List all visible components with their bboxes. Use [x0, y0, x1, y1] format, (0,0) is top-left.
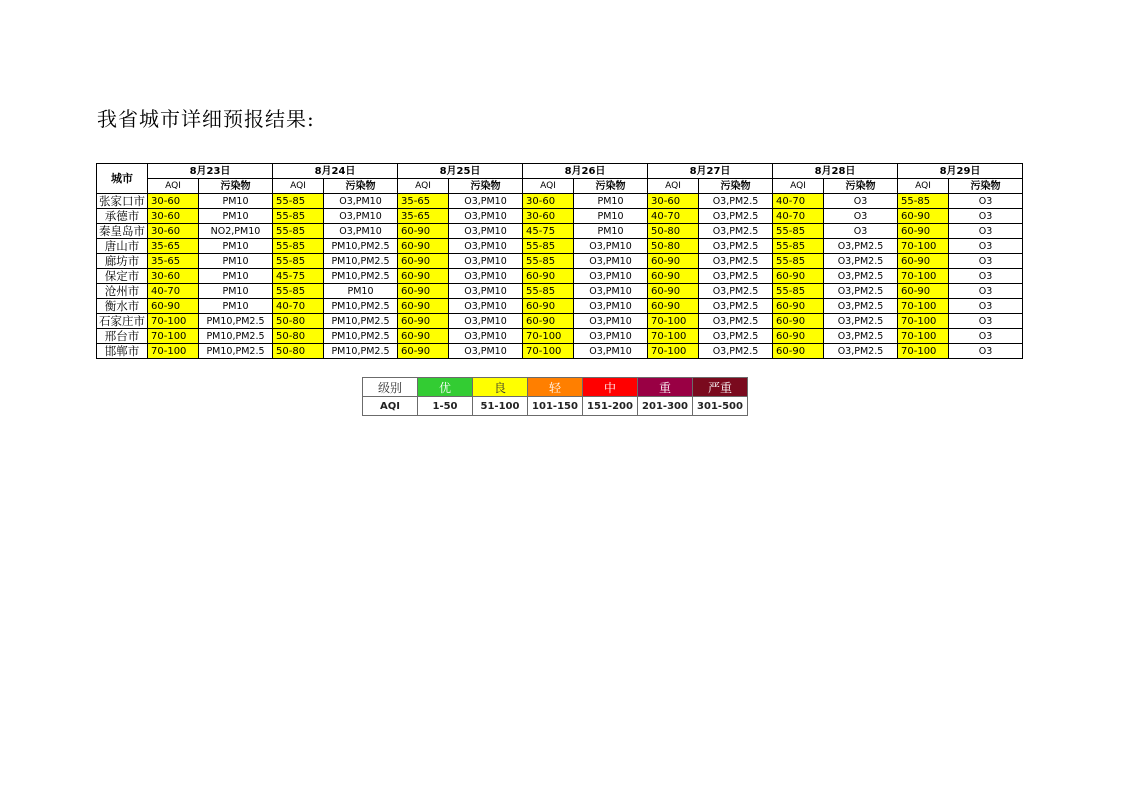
- city-name-cell: 沧州市: [97, 284, 148, 299]
- city-forecast-table: [96, 163, 1023, 359]
- aqi-range-cell: 70-100: [898, 299, 949, 314]
- pollutant-cell: O3: [949, 269, 1023, 284]
- aqi-range-cell: 60-90: [648, 269, 699, 284]
- aqi-column-header: AQI: [773, 179, 824, 194]
- pollutant-cell: PM10,PM2.5: [324, 329, 398, 344]
- pollutant-cell: O3,PM10: [449, 254, 523, 269]
- pollutant-cell: O3: [949, 239, 1023, 254]
- pollutant-cell: O3: [824, 209, 898, 224]
- pollutant-cell: O3,PM10: [449, 209, 523, 224]
- page-title: 我省城市详细预报结果:: [97, 107, 315, 131]
- table-body: [97, 194, 1023, 359]
- legend-level-label: 级别: [363, 378, 418, 397]
- pollutant-cell: O3,PM10: [324, 194, 398, 209]
- aqi-range-cell: 70-100: [648, 329, 699, 344]
- aqi-range-cell: 60-90: [648, 299, 699, 314]
- pollutant-cell: PM10: [199, 299, 273, 314]
- aqi-range-cell: 60-90: [398, 314, 449, 329]
- pollutant-cell: O3,PM10: [574, 299, 648, 314]
- pollutant-cell: O3: [824, 194, 898, 209]
- pollutant-cell: O3,PM10: [449, 269, 523, 284]
- pollutant-cell: O3,PM2.5: [699, 224, 773, 239]
- pollutant-cell: O3: [949, 224, 1023, 239]
- pollutant-cell: PM10,PM2.5: [324, 254, 398, 269]
- aqi-range-cell: 45-75: [523, 224, 574, 239]
- pollutant-cell: PM10: [574, 224, 648, 239]
- pollutant-cell: PM10: [199, 284, 273, 299]
- pollutant-cell: O3,PM2.5: [699, 299, 773, 314]
- city-name-cell: 唐山市: [97, 239, 148, 254]
- aqi-range-cell: 55-85: [773, 284, 824, 299]
- pollutant-cell: O3,PM2.5: [824, 314, 898, 329]
- aqi-range-cell: 60-90: [398, 329, 449, 344]
- aqi-range-cell: 55-85: [273, 224, 324, 239]
- day-header: 8月24日: [273, 164, 398, 179]
- legend-range-row: [363, 397, 748, 416]
- aqi-range-cell: 60-90: [898, 284, 949, 299]
- pollutant-cell: O3,PM10: [574, 344, 648, 359]
- aqi-range-cell: 60-90: [898, 224, 949, 239]
- aqi-range-cell: 70-100: [148, 314, 199, 329]
- pollutant-cell: O3,PM2.5: [699, 329, 773, 344]
- aqi-range-cell: 55-85: [523, 239, 574, 254]
- pollutant-cell: O3,PM2.5: [699, 344, 773, 359]
- aqi-range-cell: 70-100: [898, 269, 949, 284]
- aqi-range-cell: 60-90: [398, 344, 449, 359]
- aqi-column-header: AQI: [273, 179, 324, 194]
- pollutant-cell: O3: [949, 329, 1023, 344]
- pollutant-cell: O3,PM10: [574, 284, 648, 299]
- city-column-header: 城市: [97, 164, 148, 194]
- aqi-range-cell: 30-60: [148, 224, 199, 239]
- aqi-range-cell: 55-85: [273, 284, 324, 299]
- aqi-range-cell: 50-80: [273, 344, 324, 359]
- pollutant-cell: O3,PM10: [574, 254, 648, 269]
- pollutant-cell: O3,PM10: [324, 209, 398, 224]
- aqi-range-cell: 35-65: [398, 209, 449, 224]
- pollutant-cell: O3,PM2.5: [824, 344, 898, 359]
- pollutant-cell: O3,PM2.5: [699, 269, 773, 284]
- pollutant-cell: O3,PM10: [449, 344, 523, 359]
- aqi-range-cell: 30-60: [523, 194, 574, 209]
- pollutant-cell: PM10: [574, 209, 648, 224]
- table-row: [97, 344, 1023, 359]
- pollutant-cell: PM10,PM2.5: [324, 269, 398, 284]
- pollutant-cell: O3,PM2.5: [699, 209, 773, 224]
- aqi-range-cell: 40-70: [648, 209, 699, 224]
- pollutant-cell: O3,PM2.5: [699, 254, 773, 269]
- aqi-range-cell: 60-90: [398, 239, 449, 254]
- aqi-range-cell: 60-90: [398, 299, 449, 314]
- aqi-range-cell: 35-65: [398, 194, 449, 209]
- pollutant-cell: O3,PM10: [574, 239, 648, 254]
- aqi-range-cell: 60-90: [648, 254, 699, 269]
- aqi-range-cell: 70-100: [148, 344, 199, 359]
- legend-level-name: 严重: [693, 378, 748, 397]
- aqi-range-cell: 30-60: [648, 194, 699, 209]
- aqi-range-cell: 55-85: [273, 209, 324, 224]
- aqi-range-cell: 35-65: [148, 254, 199, 269]
- day-header: 8月23日: [148, 164, 273, 179]
- pollutant-cell: O3: [949, 344, 1023, 359]
- pollutant-cell: O3,PM10: [574, 269, 648, 284]
- pollutant-cell: PM10,PM2.5: [324, 314, 398, 329]
- legend-aqi-label: AQI: [363, 397, 418, 416]
- legend-level-name: 轻: [528, 378, 583, 397]
- pollutant-cell: O3,PM2.5: [699, 194, 773, 209]
- pollutant-cell: PM10,PM2.5: [199, 329, 273, 344]
- aqi-range-cell: 70-100: [898, 329, 949, 344]
- aqi-range-cell: 55-85: [273, 194, 324, 209]
- table-row: [97, 314, 1023, 329]
- aqi-range-cell: 55-85: [773, 254, 824, 269]
- pollutant-cell: PM10: [574, 194, 648, 209]
- day-header-row: [97, 164, 1023, 179]
- pollutant-column-header: 污染物: [199, 179, 273, 194]
- day-header: 8月27日: [648, 164, 773, 179]
- pollutant-cell: O3,PM10: [324, 224, 398, 239]
- aqi-range-cell: 70-100: [523, 344, 574, 359]
- pollutant-cell: O3,PM10: [449, 194, 523, 209]
- city-name-cell: 承德市: [97, 209, 148, 224]
- pollutant-cell: O3,PM2.5: [699, 239, 773, 254]
- pollutant-cell: O3,PM10: [449, 329, 523, 344]
- aqi-range-cell: 60-90: [523, 314, 574, 329]
- legend-level-name: 优: [418, 378, 473, 397]
- aqi-range-cell: 60-90: [898, 209, 949, 224]
- aqi-range-cell: 30-60: [148, 194, 199, 209]
- pollutant-cell: NO2,PM10: [199, 224, 273, 239]
- aqi-range-cell: 70-100: [648, 314, 699, 329]
- aqi-range-cell: 50-80: [648, 224, 699, 239]
- day-header: 8月29日: [898, 164, 1023, 179]
- pollutant-cell: O3,PM10: [574, 329, 648, 344]
- legend-level-range: 101-150: [528, 397, 583, 416]
- aqi-range-cell: 70-100: [523, 329, 574, 344]
- aqi-column-header: AQI: [648, 179, 699, 194]
- aqi-range-cell: 70-100: [898, 344, 949, 359]
- table-row: [97, 209, 1023, 224]
- table-row: [97, 194, 1023, 209]
- aqi-range-cell: 50-80: [273, 329, 324, 344]
- pollutant-cell: PM10: [199, 269, 273, 284]
- table-row: [97, 299, 1023, 314]
- legend-level-range: 51-100: [473, 397, 528, 416]
- pollutant-cell: O3,PM2.5: [824, 239, 898, 254]
- city-name-cell: 衡水市: [97, 299, 148, 314]
- pollutant-column-header: 污染物: [699, 179, 773, 194]
- aqi-range-cell: 60-90: [523, 299, 574, 314]
- aqi-range-cell: 30-60: [148, 209, 199, 224]
- legend-level-name: 良: [473, 378, 528, 397]
- aqi-range-cell: 60-90: [773, 314, 824, 329]
- table-row: [97, 239, 1023, 254]
- city-name-cell: 张家口市: [97, 194, 148, 209]
- pollutant-column-header: 污染物: [324, 179, 398, 194]
- aqi-range-cell: 60-90: [523, 269, 574, 284]
- pollutant-cell: PM10,PM2.5: [324, 299, 398, 314]
- aqi-range-cell: 40-70: [773, 209, 824, 224]
- aqi-range-cell: 30-60: [148, 269, 199, 284]
- pollutant-cell: O3,PM10: [449, 239, 523, 254]
- aqi-range-cell: 70-100: [648, 344, 699, 359]
- pollutant-cell: O3: [949, 314, 1023, 329]
- aqi-range-cell: 60-90: [648, 284, 699, 299]
- legend-level-range: 1-50: [418, 397, 473, 416]
- aqi-range-cell: 60-90: [773, 329, 824, 344]
- day-header: 8月26日: [523, 164, 648, 179]
- pollutant-cell: PM10,PM2.5: [324, 239, 398, 254]
- aqi-range-cell: 55-85: [273, 254, 324, 269]
- aqi-column-header: AQI: [898, 179, 949, 194]
- sub-header-row: [97, 179, 1023, 194]
- pollutant-cell: O3,PM2.5: [824, 299, 898, 314]
- pollutant-cell: O3: [949, 284, 1023, 299]
- pollutant-column-header: 污染物: [449, 179, 523, 194]
- pollutant-cell: O3: [949, 299, 1023, 314]
- pollutant-cell: O3: [824, 224, 898, 239]
- pollutant-cell: PM10: [199, 254, 273, 269]
- pollutant-cell: O3,PM10: [449, 299, 523, 314]
- pollutant-cell: O3,PM2.5: [824, 284, 898, 299]
- city-name-cell: 邢台市: [97, 329, 148, 344]
- aqi-range-cell: 40-70: [773, 194, 824, 209]
- aqi-range-cell: 55-85: [898, 194, 949, 209]
- pollutant-cell: PM10: [199, 194, 273, 209]
- table-row: [97, 224, 1023, 239]
- table-row: [97, 284, 1023, 299]
- city-name-cell: 邯郸市: [97, 344, 148, 359]
- aqi-range-cell: 70-100: [898, 314, 949, 329]
- pollutant-column-header: 污染物: [824, 179, 898, 194]
- pollutant-cell: O3: [949, 209, 1023, 224]
- day-header: 8月25日: [398, 164, 523, 179]
- aqi-range-cell: 35-65: [148, 239, 199, 254]
- aqi-range-cell: 60-90: [398, 224, 449, 239]
- aqi-range-cell: 45-75: [273, 269, 324, 284]
- legend-level-range: 301-500: [693, 397, 748, 416]
- pollutant-cell: O3,PM10: [449, 314, 523, 329]
- pollutant-cell: O3,PM10: [449, 284, 523, 299]
- pollutant-cell: O3,PM2.5: [699, 284, 773, 299]
- table-row: [97, 254, 1023, 269]
- city-name-cell: 秦皇岛市: [97, 224, 148, 239]
- aqi-column-header: AQI: [148, 179, 199, 194]
- aqi-range-cell: 60-90: [148, 299, 199, 314]
- aqi-column-header: AQI: [523, 179, 574, 194]
- aqi-range-cell: 50-80: [273, 314, 324, 329]
- table-header: [97, 164, 1023, 194]
- pollutant-cell: O3,PM10: [574, 314, 648, 329]
- aqi-range-cell: 50-80: [648, 239, 699, 254]
- aqi-column-header: AQI: [398, 179, 449, 194]
- city-name-cell: 石家庄市: [97, 314, 148, 329]
- legend-level-row: [363, 378, 748, 397]
- aqi-range-cell: 55-85: [773, 239, 824, 254]
- pollutant-cell: PM10: [199, 209, 273, 224]
- pollutant-cell: PM10,PM2.5: [324, 344, 398, 359]
- legend-level-range: 201-300: [638, 397, 693, 416]
- pollutant-cell: PM10: [324, 284, 398, 299]
- pollutant-cell: PM10: [199, 239, 273, 254]
- aqi-range-cell: 60-90: [398, 254, 449, 269]
- aqi-range-cell: 55-85: [273, 239, 324, 254]
- legend-level-name: 重: [638, 378, 693, 397]
- pollutant-column-header: 污染物: [574, 179, 648, 194]
- pollutant-cell: PM10,PM2.5: [199, 314, 273, 329]
- city-name-cell: 廊坊市: [97, 254, 148, 269]
- aqi-range-cell: 55-85: [523, 254, 574, 269]
- aqi-range-cell: 40-70: [148, 284, 199, 299]
- table-row: [97, 269, 1023, 284]
- aqi-range-cell: 60-90: [773, 344, 824, 359]
- aqi-range-cell: 40-70: [273, 299, 324, 314]
- aqi-range-cell: 70-100: [898, 239, 949, 254]
- pollutant-cell: O3: [949, 254, 1023, 269]
- aqi-range-cell: 60-90: [398, 284, 449, 299]
- aqi-range-cell: 60-90: [773, 269, 824, 284]
- table-row: [97, 329, 1023, 344]
- city-name-cell: 保定市: [97, 269, 148, 284]
- pollutant-cell: O3,PM2.5: [824, 329, 898, 344]
- day-header: 8月28日: [773, 164, 898, 179]
- aqi-range-cell: 60-90: [773, 299, 824, 314]
- pollutant-cell: O3,PM10: [449, 224, 523, 239]
- pollutant-cell: O3,PM2.5: [699, 314, 773, 329]
- aqi-legend-table: [362, 377, 748, 416]
- pollutant-column-header: 污染物: [949, 179, 1023, 194]
- aqi-range-cell: 55-85: [523, 284, 574, 299]
- aqi-range-cell: 30-60: [523, 209, 574, 224]
- pollutant-cell: O3,PM2.5: [824, 269, 898, 284]
- pollutant-cell: PM10,PM2.5: [199, 344, 273, 359]
- legend-level-name: 中: [583, 378, 638, 397]
- pollutant-cell: O3: [949, 194, 1023, 209]
- aqi-range-cell: 60-90: [398, 269, 449, 284]
- pollutant-cell: O3,PM2.5: [824, 254, 898, 269]
- aqi-range-cell: 60-90: [898, 254, 949, 269]
- legend-level-range: 151-200: [583, 397, 638, 416]
- aqi-range-cell: 55-85: [773, 224, 824, 239]
- aqi-range-cell: 70-100: [148, 329, 199, 344]
